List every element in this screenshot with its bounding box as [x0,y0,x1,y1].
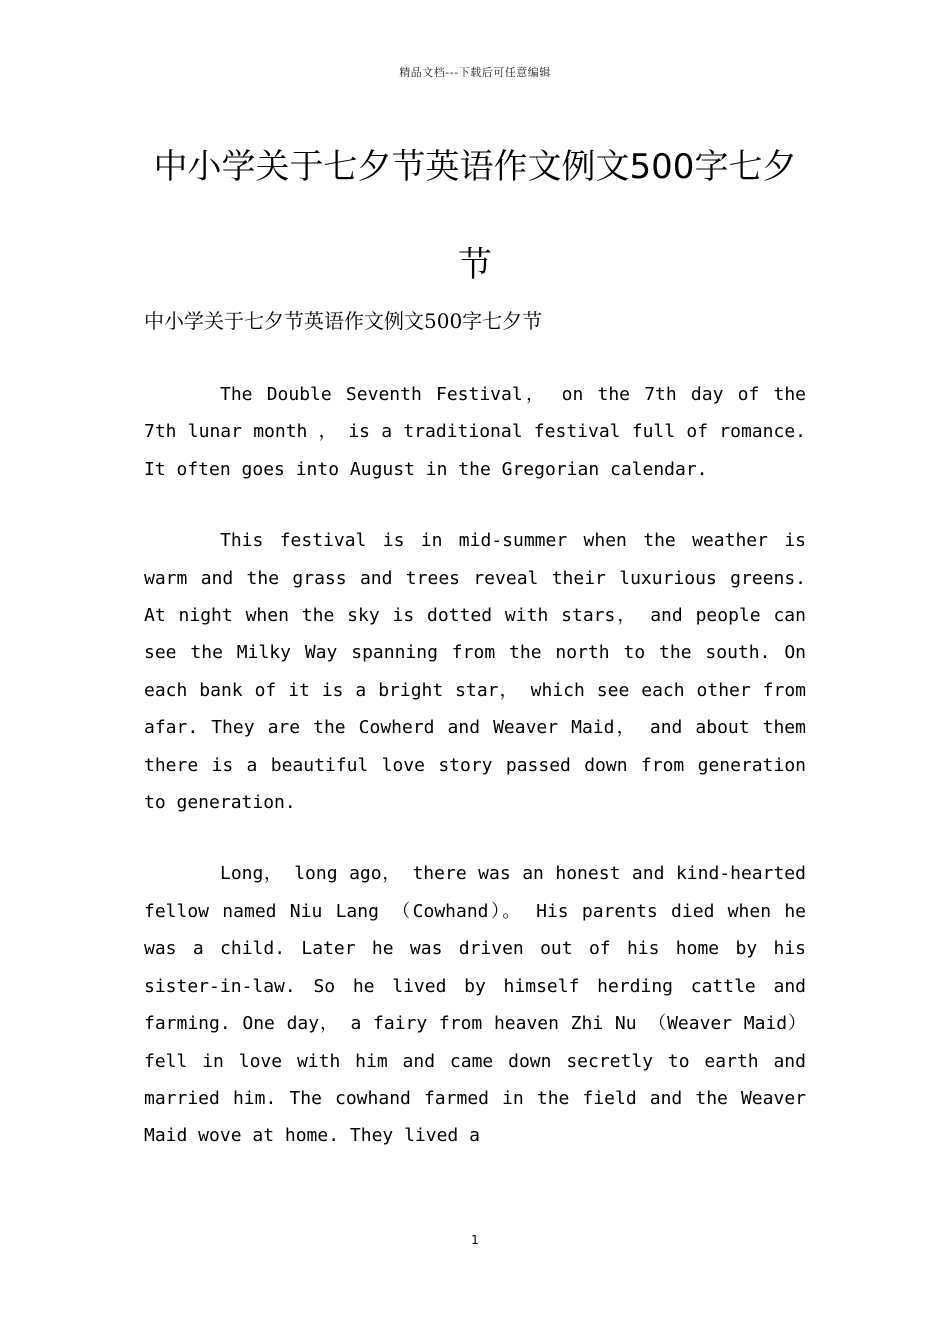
paragraph-1: The Double Seventh Festival， on the 7th day of the 7th lunar month ， is a traditional festival full of romance. It often goes into August in the Gregorian calendar. [144,384,806,480]
document-title: 中小学关于七夕节英语作文例文500字七夕节 [153,147,797,285]
page-header: 精品文档---下载后可任意编辑 [399,66,551,79]
document-body [144,376,806,1189]
page-number: 1 [471,1233,479,1247]
paragraph-2: This festival is in mid-summer when the weather is warm and the grass and trees reveal their luxurious greens. At night when the sky is dotted with stars， and people can see the Milky Way spanning from the north to the south. On each bank of it is a bright star， which see each other from afar. They are the Cowherd and Weaver Maid， and about them there is a beautiful love story passed down from generation to generation. [144,530,806,814]
document-subtitle: 中小学关于七夕节英语作文例文500字七夕节 [144,309,543,333]
paragraph-3: Long， long ago， there was an honest and kind-hearted fellow named Niu Lang （Cowhand）。 His parents died when he was a child. Later he was driven out of his home by his sister-in-law. So he lived by himself herding cattle and farming. One day， a fairy from heaven Zhi Nu （Weaver Maid） fell in love with him and came down secretly to earth and married him. The cowhand farmed in the field and the Weaver Maid wove at home. They lived a [144,863,806,1147]
